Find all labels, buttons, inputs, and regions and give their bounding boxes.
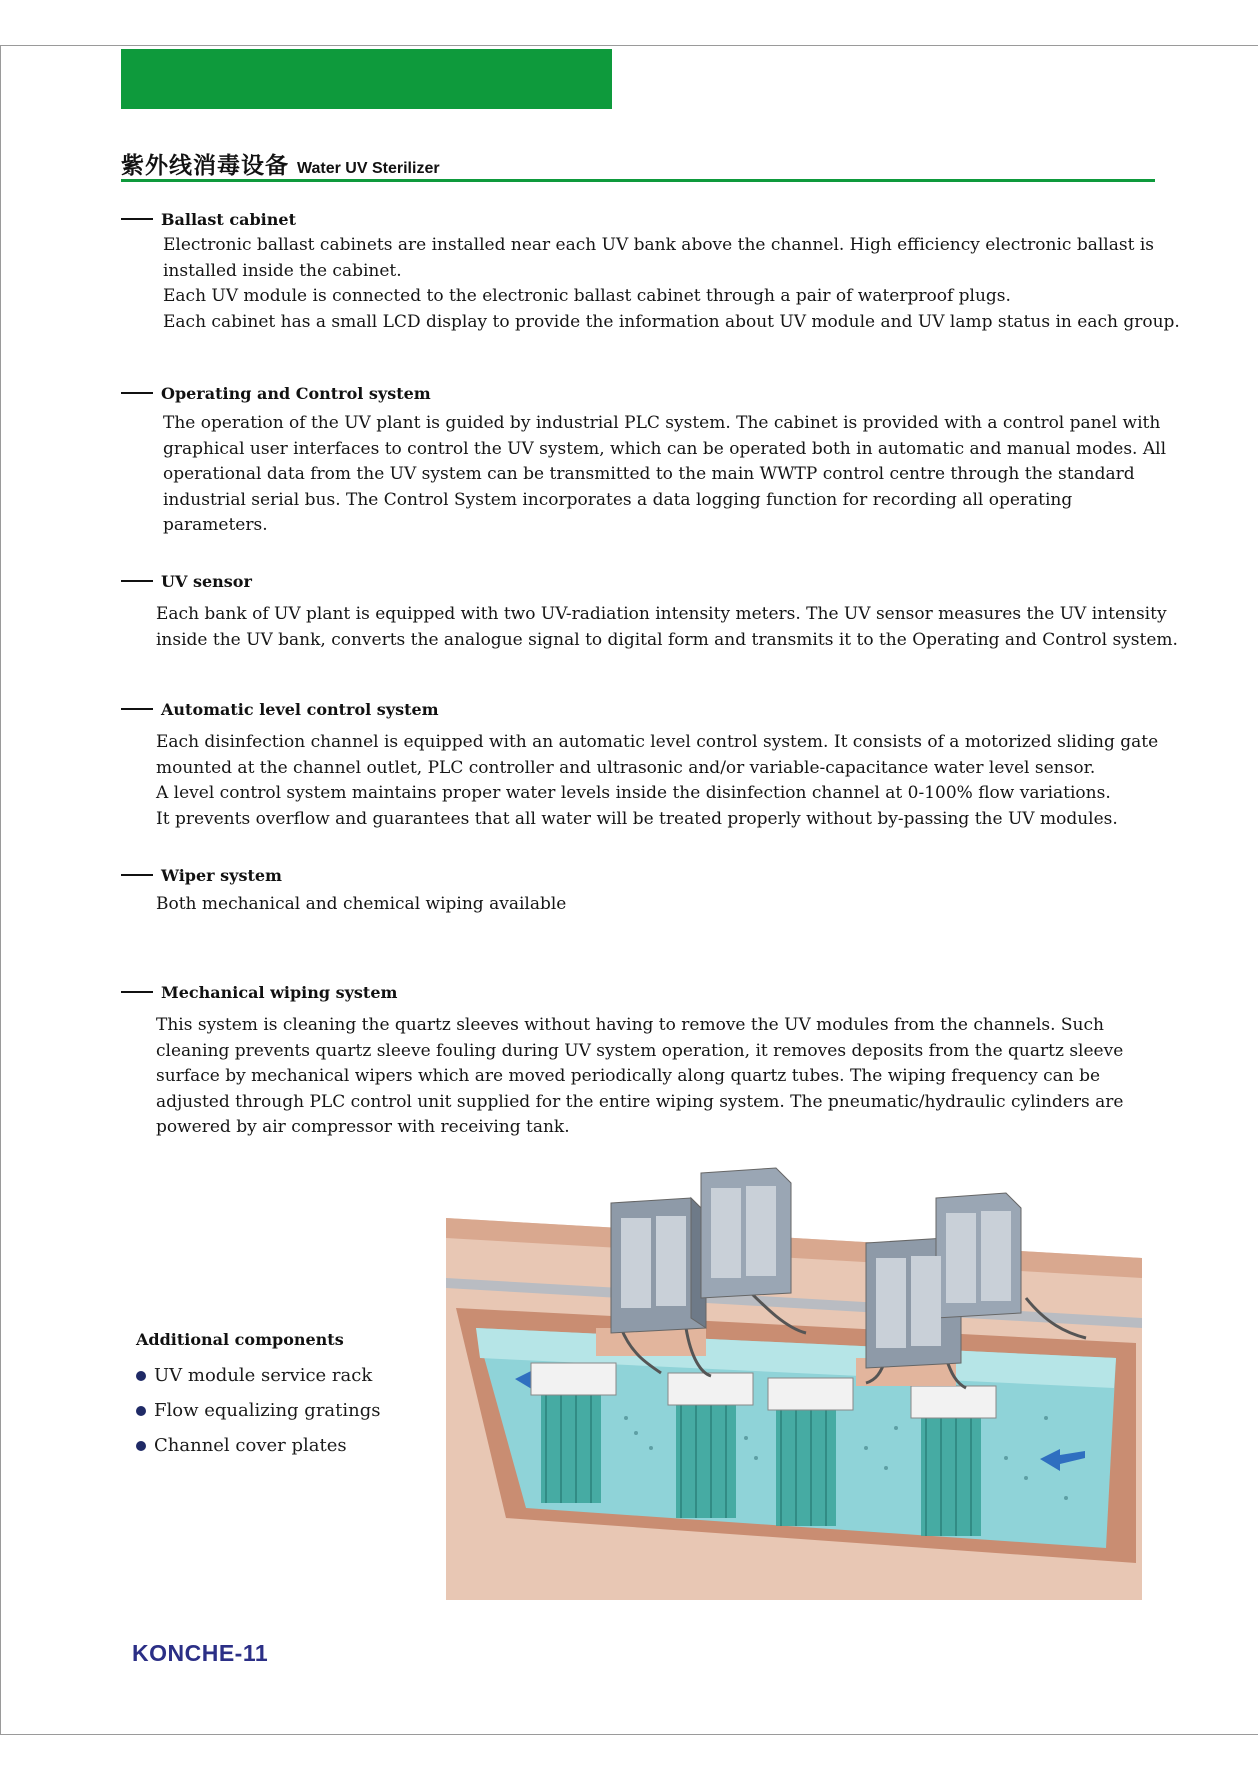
bullet-icon	[136, 1406, 146, 1416]
section-body	[163, 411, 1181, 539]
section-body	[163, 233, 1181, 335]
section-heading	[121, 382, 1181, 404]
list-item	[136, 1428, 436, 1463]
list-item-text: Flow equalizing gratings	[154, 1400, 381, 1421]
paragraph: It prevents overflow and guarantees that all water will be treated properly without by-passing the UV modules.	[156, 808, 1118, 829]
page-title-english: Water UV Sterilizer	[297, 160, 440, 177]
heading-dash	[121, 991, 153, 993]
section-uv-sensor	[121, 570, 1181, 653]
paragraph: Electronic ballast cabinets are installed near each UV bank above the channel. High efficiency electronic ballast is installed inside the cabinet.	[163, 235, 1154, 281]
page-frame-top	[0, 45, 1258, 46]
additional-components-list	[136, 1358, 436, 1463]
heading-dash	[121, 874, 153, 876]
section-operating-control	[121, 382, 1181, 539]
heading-dash	[121, 580, 153, 582]
section-heading-text: UV sensor	[161, 571, 252, 591]
page-title	[121, 146, 440, 180]
paragraph: Each cabinet has a small LCD display to provide the information about UV module and UV lamp status in each group.	[163, 311, 1180, 332]
heading-dash	[121, 392, 153, 394]
section-body	[156, 1013, 1166, 1141]
heading-dash	[121, 708, 153, 710]
paragraph: Each UV module is connected to the electronic ballast cabinet through a pair of waterproof plugs.	[163, 286, 1011, 306]
paragraph: A level control system maintains proper water levels inside the disinfection channel at 0-100% flow variations.	[156, 783, 1111, 803]
section-body	[156, 730, 1186, 832]
section-heading-text: Ballast cabinet	[161, 209, 296, 229]
bullet-icon	[136, 1441, 146, 1451]
section-level-control	[121, 698, 1181, 832]
list-item	[136, 1393, 436, 1428]
section-heading	[121, 208, 1181, 230]
heading-dash	[121, 218, 153, 220]
section-mechanical-wiping	[121, 981, 1181, 1141]
section-heading	[121, 864, 1181, 886]
section-ballast-cabinet	[121, 208, 1181, 335]
page-frame-left	[0, 45, 1, 1735]
header-color-bar	[121, 49, 612, 109]
page-frame-bottom	[0, 1734, 1258, 1735]
section-heading	[121, 570, 1181, 592]
bullet-icon	[136, 1371, 146, 1381]
additional-components	[136, 1330, 436, 1463]
additional-components-title: Additional components	[136, 1330, 344, 1349]
section-heading	[121, 981, 1181, 1003]
section-body	[156, 602, 1181, 653]
page-number: KONCHE-11	[132, 1640, 269, 1666]
section-heading-text: Automatic level control system	[161, 699, 439, 719]
page-title-chinese: 紫外线消毒设备	[121, 153, 289, 179]
section-wiper-system	[121, 864, 1181, 918]
paragraph: Each disinfection channel is equipped with an automatic level control system. It consists of a motorized sliding gate mounted at the channel outlet, PLC controller and ultrasonic and/or variable-capacitance water level sensor.	[156, 732, 1159, 778]
uv-channel-illustration	[446, 1158, 1142, 1600]
paragraph: Both mechanical and chemical wiping available	[156, 894, 567, 914]
title-underline	[121, 179, 1155, 182]
list-item-text: Channel cover plates	[154, 1435, 347, 1456]
section-heading-text: Operating and Control system	[161, 383, 431, 403]
paragraph: This system is cleaning the quartz sleeves without having to remove the UV modules from the channels. Such cleaning prevents quartz sleeve fouling during UV system operation, it removes deposits from the quartz sleeve surface by mechanical wipers which are moved periodically along quartz tubes. The wiping frequency can be adjusted through PLC control unit supplied for the entire wiping system. The pneumatic/hydraulic cylinders are powered by air compressor with receiving tank.	[156, 1015, 1124, 1137]
list-item-text: UV module service rack	[154, 1365, 373, 1386]
section-heading-text: Mechanical wiping system	[161, 982, 398, 1002]
paragraph: Each bank of UV plant is equipped with two UV-radiation intensity meters. The UV sensor measures the UV intensity inside the UV bank, converts the analogue signal to digital form and transmits it to the Operating and Control system.	[156, 604, 1178, 650]
paragraph: The operation of the UV plant is guided by industrial PLC system. The cabinet is provided with a control panel with graphical user interfaces to control the UV system, which can be operated both in automatic and manual modes. All operational data from the UV system can be transmitted to the main WWTP control centre through the standard industrial serial bus. The Control System incorporates a data logging function for recording all operating parameters.	[163, 413, 1166, 535]
section-heading-text: Wiper system	[161, 865, 282, 885]
list-item	[136, 1358, 436, 1393]
section-body	[156, 892, 1181, 918]
section-heading	[121, 698, 1181, 720]
